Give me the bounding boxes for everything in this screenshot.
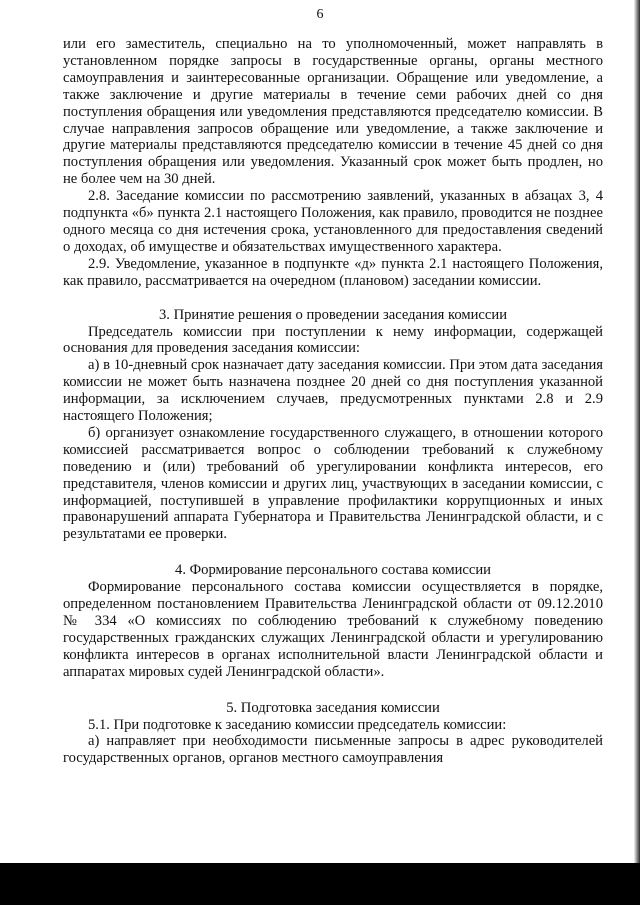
paragraph-2-8: 2.8. Заседание комиссии по рассмотрению заявлений, указанных в абзацах 3, 4 подпункта «б» пункта 2.1 настоящего Положения, как правило, проводится не позднее одного месяца со дня истечения срока, установленного для предоставления сведений о доходах, об имуществе и обязательствах имущественного характера.	[63, 188, 603, 255]
section-3-item-a: а) в 10-дневный срок назначает дату заседания комиссии. При этом дата заседания комиссии не может быть назначена позднее 20 дней со дня поступления указанной информации, за исключением случаев, предусмотренных пунктами 2.8 и 2.9 настоящего Положения;	[63, 357, 603, 425]
page-number: 6	[316, 7, 324, 22]
paragraph-continuation: или его заместитель, специально на то уполномоченный, может направлять в установленном порядке запросы в государственные органы, органы местного самоуправления и заинтересованные организации. Обращение или уведомление, а также заключение и другие материалы в течение семи рабочих дней со дня поступления обращения или уведомления представляются председателю комиссии. В случае направления запросов обращение или уведомление, а также заключение и другие материалы представляются председателю комиссии в течение 45 дней со дня поступления обращения или уведомления. Указанный срок может быть продлен, но не более чем на 30 дней.	[63, 36, 603, 188]
section-4-text: Формирование персонального состава комиссии осуществляется в порядке, определенном постановлением Правительства Ленинградской области от 09.12.2010 № 334 «О комиссиях по соблюдению требований к служебному поведению государственных гражданских служащих Ленинградской области и урегулированию конфликта интересов в органах исполнительной власти Ленинградской области и аппаратах мировых судей Ленинградской области».	[63, 579, 603, 680]
scan-right-edge	[634, 0, 640, 905]
section-3-item-b: б) организует ознакомление государственного служащего, в отношении которого комиссией рассматривается вопрос о соблюдении требований к служебному поведению и (или) требований об урегулировании конфликта интересов, его представителя, членов комиссии и других лиц, участвующих в заседании комиссии, с информацией, поступившей в управление профилактики коррупционных и иных правонарушений аппарата Губернатора и Правительства Ленинградской области, и с результатами ее проверки.	[63, 424, 603, 543]
paragraph-2-9: 2.9. Уведомление, указанное в подпункте «д» пункта 2.1 настоящего Положения, как правило, рассматривается на очередном (плановом) заседании комиссии.	[63, 255, 603, 289]
document-body	[63, 36, 603, 767]
section-3-intro: Председатель комиссии при поступлении к нему информации, содержащей основания для проведения заседания комиссии:	[63, 323, 603, 357]
section-5-item-a: а) направляет при необходимости письменные запросы в адрес руководителей государственных органов, органов местного самоуправления	[63, 733, 603, 767]
scan-bottom-edge	[0, 863, 640, 905]
section-3-heading: 3. Принятие решения о проведении заседания комиссии	[158, 306, 508, 323]
section-5-heading: 5. Подготовка заседания комиссии	[226, 699, 440, 716]
section-5-intro: 5.1. При подготовке к заседанию комиссии председатель комиссии:	[88, 716, 507, 733]
section-4-heading: 4. Формирование персонального состава комиссии	[175, 562, 491, 579]
